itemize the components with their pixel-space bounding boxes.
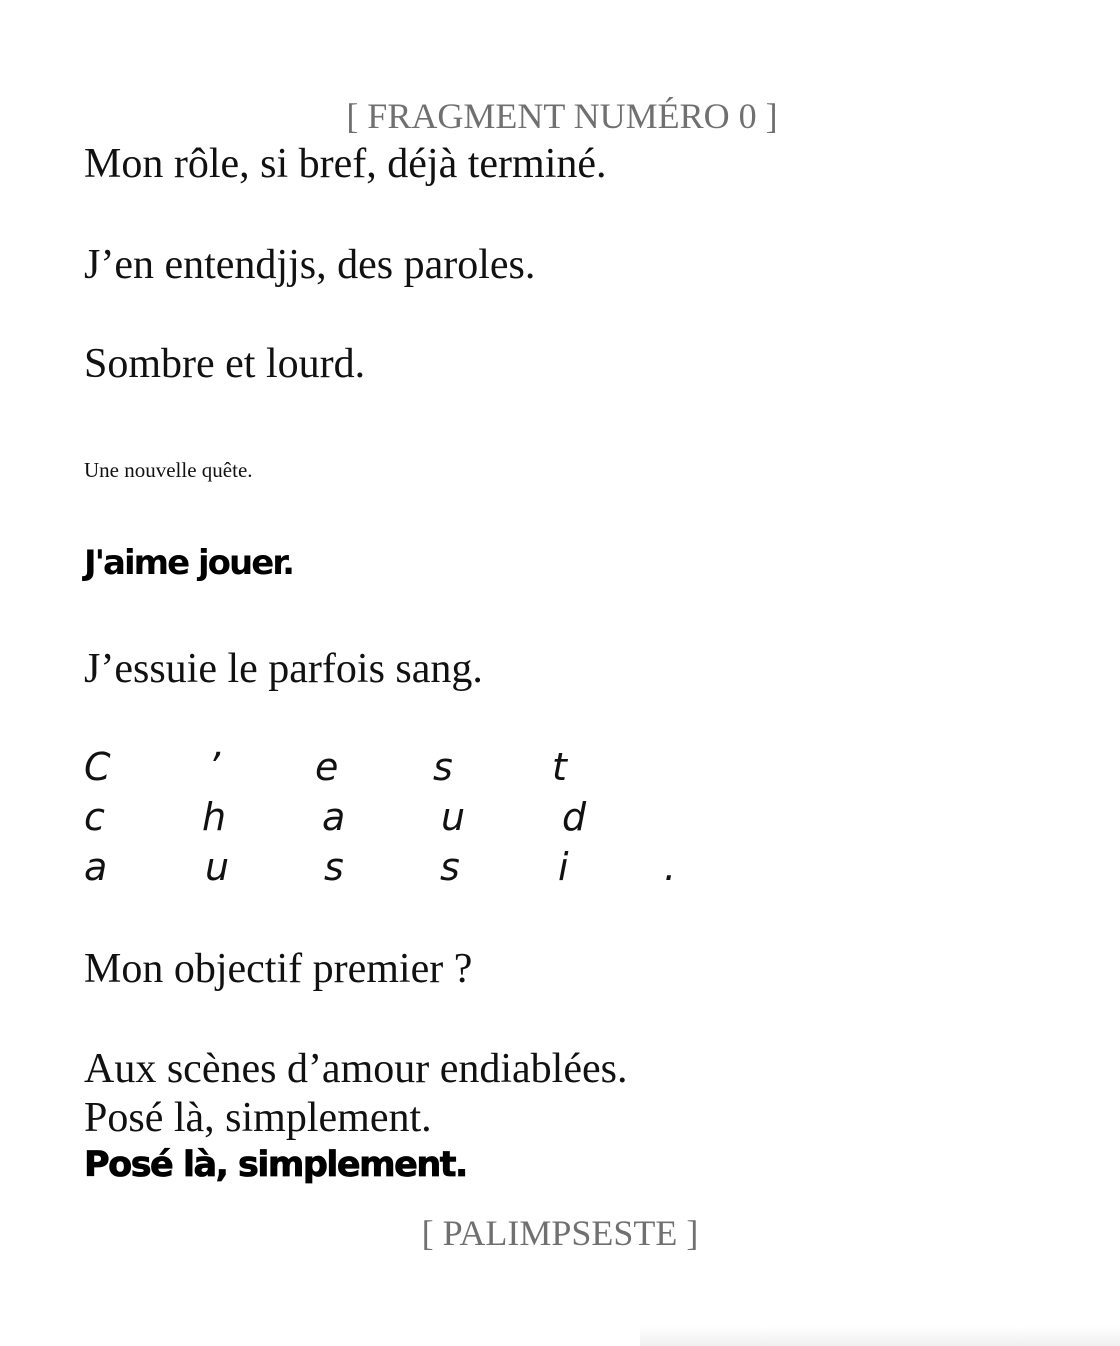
poem-line-5-bold: J'aime jouer. [84,543,294,583]
spaced-letter: u [205,845,230,889]
spaced-letter: e [315,745,339,789]
spaced-letter: ’ [208,745,221,789]
page-edge-shadow [640,1326,1120,1346]
spaced-letters-row-3 [84,845,724,892]
spaced-letter: s [324,845,344,889]
poem-line-6: J’essuie le parfois sang. [84,646,483,692]
spaced-letter: s [440,845,460,889]
spaced-letter: c [84,795,105,839]
spaced-letter: C [84,745,111,789]
spaced-letter: t [552,745,567,789]
spaced-letters-row-2 [84,795,724,842]
spaced-letter: s [433,745,453,789]
poem-line-8: Aux scènes d’amour endiablées. [84,1046,628,1092]
poem-line-7: Mon objectif premier ? [84,946,473,992]
footer-label: [ PALIMPSESTE ] [421,1213,699,1253]
spaced-letter: a [322,795,346,839]
spaced-letter: h [202,795,227,839]
fragment-header: [ FRAGMENT NUMÉRO 0 ] [346,96,778,136]
poem-line-3: Sombre et lourd. [84,341,366,387]
spaced-letter: a [84,845,108,889]
spaced-letter: . [664,845,677,889]
spaced-letter: i [558,845,569,889]
poem-line-1: Mon rôle, si bref, déjà terminé. [84,141,607,187]
poem-line-4-small: Une nouvelle quête. [84,458,253,482]
poem-line-2: J’en entendjjs, des paroles. [84,242,536,288]
spaced-letter: u [441,795,466,839]
spaced-letter: d [562,795,587,839]
poem-line-9: Posé là, simplement. [84,1095,432,1141]
palimpseste-footer [0,1215,1120,1251]
spaced-letters-row-1 [84,745,724,792]
poem-line-10-heavy: Posé là, simplement. [84,1145,467,1185]
